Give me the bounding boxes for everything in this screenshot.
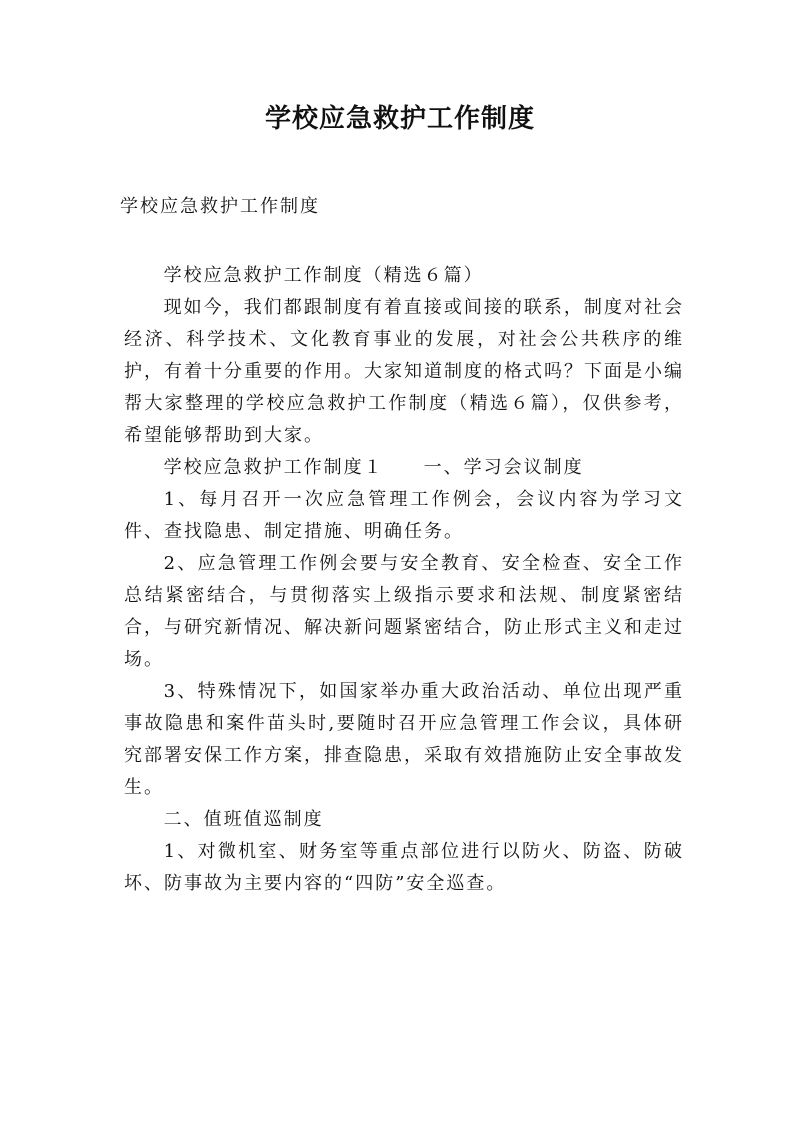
paragraph-item-3: 3、特殊情况下，如国家举办重大政治活动、单位出现严重事故隐患和案件苗头时,要随时召开应急管理工作会议，具体研究部署安保工作方案，排查隐患，采取有效措施防止安全事故发生。 [124,681,685,798]
section-heading-meeting: 学校应急救护工作制度１ 一、学习会议制度 [163,457,584,478]
document-subtitle: 学校应急救护工作制度 [120,196,320,217]
paragraph-intro-heading: 学校应急救护工作制度（精选６篇） [163,265,484,286]
document-title: 学校应急救护工作制度 [264,104,535,134]
document-body [124,260,684,900]
paragraph-item-1: 1、每月召开一次应急管理工作例会，会议内容为学习文件、查找隐患、制定措施、明确任务。 [124,489,684,542]
section-heading-duty: 二、值班值巡制度 [163,809,324,830]
paragraph-item-2: 2、应急管理工作例会要与安全教育、安全检查、安全工作总结紧密结合，与贯彻落实上级指示要求和法规、制度紧密结合，与研究新情况、解决新问题紧密结合，防止形式主义和走过场。 [124,553,684,670]
paragraph-duty-item-1: 1、对微机室、财务室等重点部位进行以防火、防盗、防破坏、防事故为主要内容的“四防”安全巡查。 [124,841,684,894]
paragraph-intro: 现如今，我们都跟制度有着直接或间接的联系，制度对社会经济、科学技术、文化教育事业的发展，对社会公共秩序的维护，有着十分重要的作用。大家知道制度的格式吗？下面是小编帮大家整理的学校应急救护工作制度（精选６篇），仅供参考，希望能够帮助到大家。 [124,297,684,446]
